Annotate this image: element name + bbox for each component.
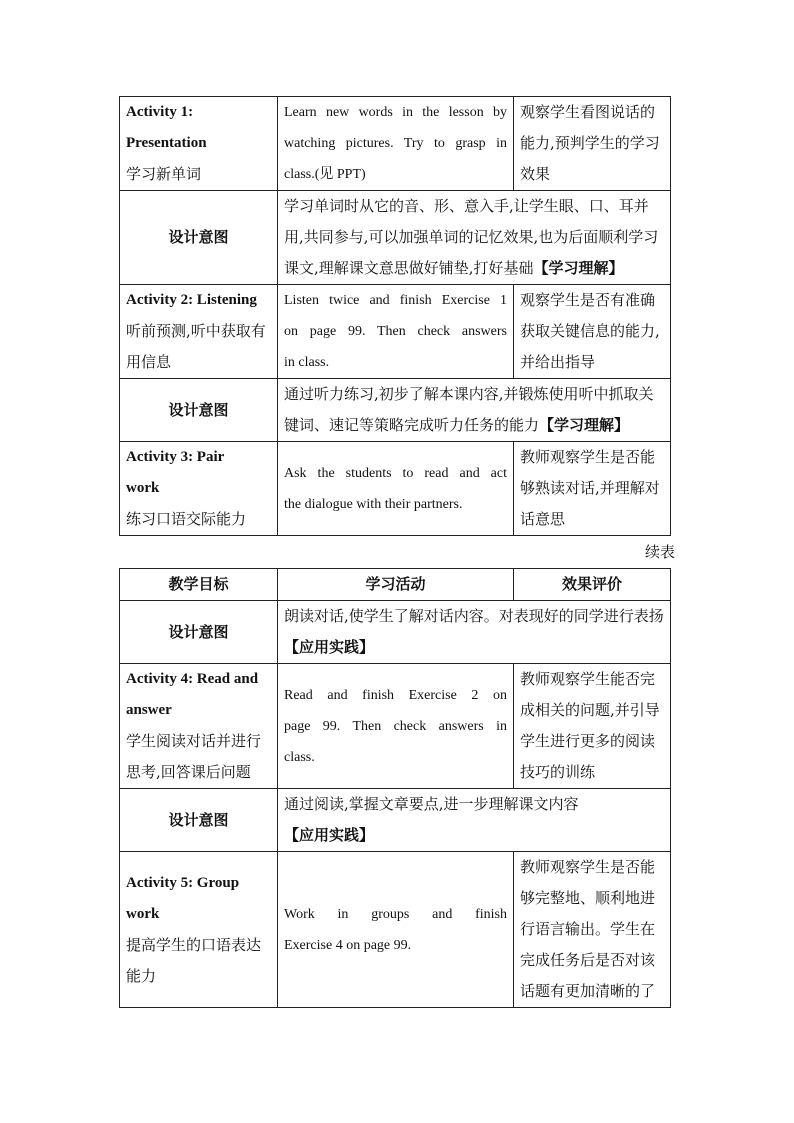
intent-tag: 【学习理解】 — [533, 259, 624, 277]
evaluation-cell — [514, 285, 671, 379]
activity-line: Work in groups and finish — [284, 906, 507, 922]
intent-text — [284, 789, 664, 851]
activity-subtitle: 听前预测,听中获取有用信息 — [126, 322, 266, 371]
header-cell — [278, 569, 514, 601]
activity-line: Exercise 4 on page 99. — [284, 937, 412, 953]
table-row — [120, 789, 671, 852]
activity-title: Activity 3: Pair — [126, 449, 225, 465]
activity-subtitle: 练习口语交际能力 — [126, 510, 247, 528]
intent-text-cell — [278, 379, 671, 442]
objective-cell — [120, 97, 278, 191]
activity-text — [284, 899, 507, 961]
intent-label: 设计意图 — [168, 400, 229, 419]
intent-label: 设计意图 — [168, 810, 229, 829]
activity-line: class. — [284, 749, 315, 765]
activity-title: Activity 4: Read and — [126, 671, 259, 687]
activity-text — [284, 285, 507, 378]
evaluation-cell — [514, 852, 671, 1008]
activity-line: class.(见 PPT) — [284, 167, 366, 182]
activity-title: Activity 2: Listening — [126, 292, 257, 308]
evaluation-cell — [514, 442, 671, 536]
header-cell — [120, 569, 278, 601]
table-row — [120, 97, 671, 191]
table-row — [120, 442, 671, 536]
intent-text — [284, 601, 664, 663]
activity-cell — [278, 664, 514, 789]
evaluation-text: 教师观察学生是否能够完整地、顺利地进行语言输出。学生在完成任务后是否对该话题有更加清晰的了 — [520, 858, 656, 1000]
activity-title: Activity 1: — [126, 104, 194, 120]
intent-body: 朗读对话,使学生了解对话内容。对表现好的同学进行表扬 — [284, 607, 664, 625]
intent-body: 学习单词时从它的音、形、意入手,让学生眼、口、耳并用,共同参与,可以加强单词的记忆效果,也为后面顺利学习课文,理解课文意思做好铺垫,打好基础 — [284, 197, 659, 277]
activity-line: in class. — [284, 355, 330, 370]
table-row — [120, 379, 671, 442]
activity-title-cont: work — [126, 905, 160, 922]
table-row — [120, 664, 671, 789]
activity-line: the dialogue with their partners. — [284, 496, 463, 512]
header-cell — [514, 569, 671, 601]
intent-tag: 【应用实践】 — [284, 826, 375, 844]
intent-text-cell — [278, 191, 671, 285]
intent-label-cell — [120, 789, 278, 852]
evaluation-cell — [514, 97, 671, 191]
intent-body: 通过听力练习,初步了解本课内容,并锻炼使用听中抓取关键词、速记等策略完成听力任务的能力 — [284, 385, 654, 434]
activity-text — [284, 97, 507, 190]
lesson-table-1 — [119, 96, 671, 536]
activity-text — [284, 458, 507, 520]
intent-label-cell — [120, 601, 278, 664]
activity-line: Read and finish Exercise 2 on — [284, 687, 507, 703]
header-evaluation: 效果评价 — [561, 575, 622, 593]
evaluation-cell — [514, 664, 671, 789]
activity-subtitle: 学习新单词 — [126, 165, 202, 183]
activity-cell — [278, 852, 514, 1008]
activity-cell — [278, 97, 514, 191]
activity-title-cont: answer — [126, 702, 172, 718]
intent-text-cell — [278, 789, 671, 852]
activity-text — [284, 680, 507, 773]
evaluation-text: 教师观察学生能否完成相关的问题,并引导学生进行更多的阅读技巧的训练 — [520, 670, 660, 781]
activity-line: watching pictures. Try to grasp in — [284, 136, 507, 151]
activity-title-cont: work — [126, 480, 160, 496]
intent-label: 设计意图 — [168, 228, 229, 246]
intent-label-cell — [120, 379, 278, 442]
objective-cell — [120, 442, 278, 536]
header-objective: 教学目标 — [168, 575, 229, 593]
table-row — [120, 601, 671, 664]
evaluation-text: 观察学生看图说话的能力,预判学生的学习效果 — [520, 103, 660, 183]
evaluation-text: 教师观察学生是否能够熟读对话,并理解对话意思 — [520, 448, 660, 528]
intent-text-cell — [278, 601, 671, 664]
activity-line: page 99. Then check answers in — [284, 718, 507, 734]
intent-label: 设计意图 — [168, 622, 229, 641]
activity-line: Ask the students to read and act — [284, 465, 507, 481]
table-row — [120, 852, 671, 1008]
continued-label: 续表 — [644, 543, 675, 561]
intent-text — [284, 379, 664, 441]
lesson-table-2 — [119, 568, 671, 1008]
table-header-row — [120, 569, 671, 601]
table-row — [120, 285, 671, 379]
intent-body: 通过阅读,掌握文章要点,进一步理解课文内容 — [284, 795, 579, 813]
activity-subtitle: 学生阅读对话并进行思考,回答课后问题 — [126, 732, 262, 781]
activity-subtitle: 提高学生的口语表达能力 — [126, 935, 262, 985]
objective-cell — [120, 285, 278, 379]
activity-cell — [278, 442, 514, 536]
activity-line: on page 99. Then check answers — [284, 324, 507, 339]
intent-text — [284, 191, 664, 284]
activity-title-cont: Presentation — [126, 135, 207, 151]
intent-tag: 【应用实践】 — [284, 638, 375, 656]
evaluation-text: 观察学生是否有准确获取关键信息的能力,并给出指导 — [520, 291, 660, 371]
intent-tag: 【学习理解】 — [539, 416, 630, 434]
activity-line: Learn new words in the lesson by — [284, 105, 507, 120]
table-row — [120, 191, 671, 285]
activity-line: Listen twice and finish Exercise 1 — [284, 293, 507, 308]
objective-cell — [120, 664, 278, 789]
intent-label-cell — [120, 191, 278, 285]
header-activity: 学习活动 — [365, 575, 426, 593]
objective-cell — [120, 852, 278, 1008]
activity-title: Activity 5: Group — [126, 874, 240, 891]
activity-cell — [278, 285, 514, 379]
